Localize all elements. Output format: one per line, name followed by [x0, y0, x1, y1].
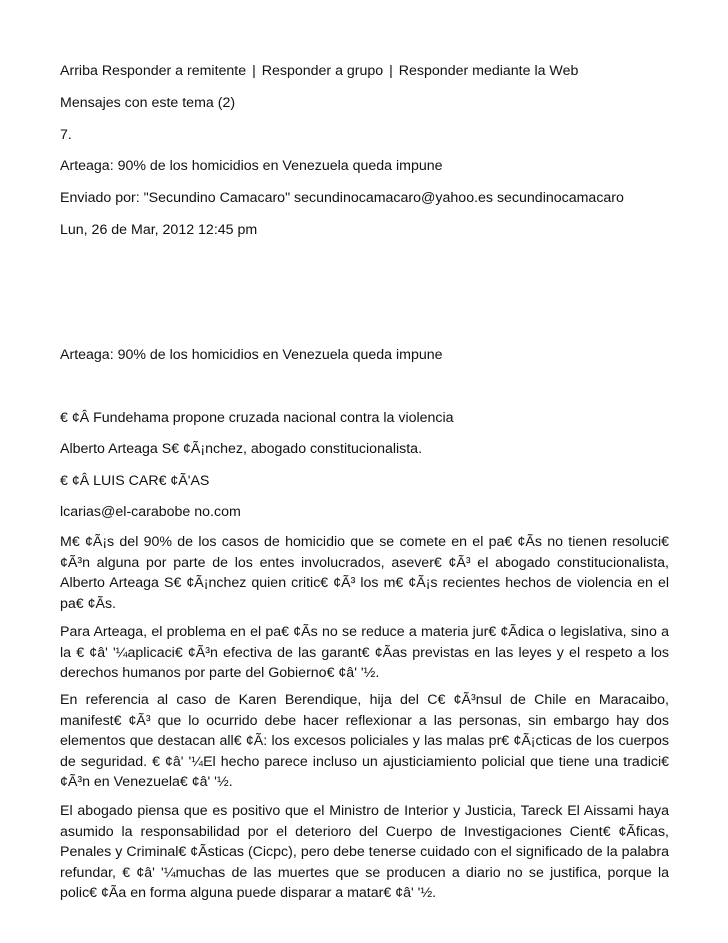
article-paragraph: M€ ¢Ã¡s del 90% de los casos de homicidio que se comete en el pa€ ¢Ãs no tienen resoluci€ ¢Ã³n alguna por parte de los entes involucrados, asever€ ¢Ã³ el abogado constitucionalista, Alberto Arteaga S€ ¢Ã¡nchez quien critic€ ¢Ã³ los m€ ¢Ã¡s recientes hechos de violencia en el pa€ ¢Ãs. [60, 534, 669, 612]
nav-separator: | [252, 63, 256, 79]
reply-sender-link[interactable]: Responder a remitente [101, 63, 247, 79]
sender-info: Enviado por: "Secundino Camacaro" secundinocamacaro@yahoo.es secundinocamacaro [60, 190, 624, 206]
article-author: € ¢Â LUIS CAR€ ¢Ã'AS [60, 473, 210, 489]
message-nav-bar [60, 62, 578, 80]
message-number: 7. [60, 127, 72, 143]
message-subject: Arteaga: 90% de los homicidios en Venezuela queda impune [60, 158, 443, 174]
author-email[interactable]: lcarias@el-carabobe no.com [60, 504, 241, 520]
article-paragraph: Para Arteaga, el problema en el pa€ ¢Ãs no se reduce a materia jur€ ¢Ãdica o legislativa, sino a la € ¢â' '¼aplicaci€ ¢Ã³n efectiva de las garant€ ¢Ãas previstas en las leyes y el respeto a los derechos humanos por parte del Gobierno€ ¢â' '½. [60, 624, 669, 681]
message-date: Lun, 26 de Mar, 2012 12:45 pm [60, 222, 258, 238]
thread-count[interactable]: Mensajes con este tema (2) [60, 95, 236, 111]
article-paragraph: El abogado piensa que es positivo que el Ministro de Interior y Justicia, Tareck El Aissami haya asumido la responsabilidad por el deterioro del Cuerpo de Investigaciones Cient€ ¢Ãficas, Penales y Criminal€ ¢Ãsticas (Cicpc), pero debe tenerse cuidado con el significado de la palabra refundar, € ¢â' '¼muchas de las muertes que se producen a diario no se justifica, porque la polic€ ¢Ãa en forma alguna puede disparar a matar€ ¢â' '½. [60, 803, 669, 901]
reply-web-link[interactable]: Responder mediante la Web [398, 63, 579, 79]
nav-separator: | [389, 63, 393, 79]
up-link[interactable]: Arriba [60, 63, 98, 79]
article-title: Arteaga: 90% de los homicidios en Venezuela queda impune [60, 347, 443, 363]
reply-group-link[interactable]: Responder a grupo [261, 63, 384, 79]
article-byline: Alberto Arteaga S€ ¢Ã¡nchez, abogado constitucionalista. [60, 441, 423, 457]
article-paragraph: En referencia al caso de Karen Berendique, hija del C€ ¢Ã³nsul de Chile en Maracaibo, manifest€ ¢Ã³ que lo ocurrido debe hacer reflexionar a las personas, sin embargo hay dos elementos que destacan all€ ¢Ã: los excesos policiales y las malas pr€ ¢Ã¡cticas de los cuerpos de seguridad. € ¢â' '¼El hecho parece incluso un ajusticiamiento policial que tiene una tradici€ ¢Ã³n en Venezuela€ ¢â' '½. [60, 692, 669, 790]
article-kicker: € ¢Â Fundehama propone cruzada nacional contra la violencia [60, 410, 454, 426]
